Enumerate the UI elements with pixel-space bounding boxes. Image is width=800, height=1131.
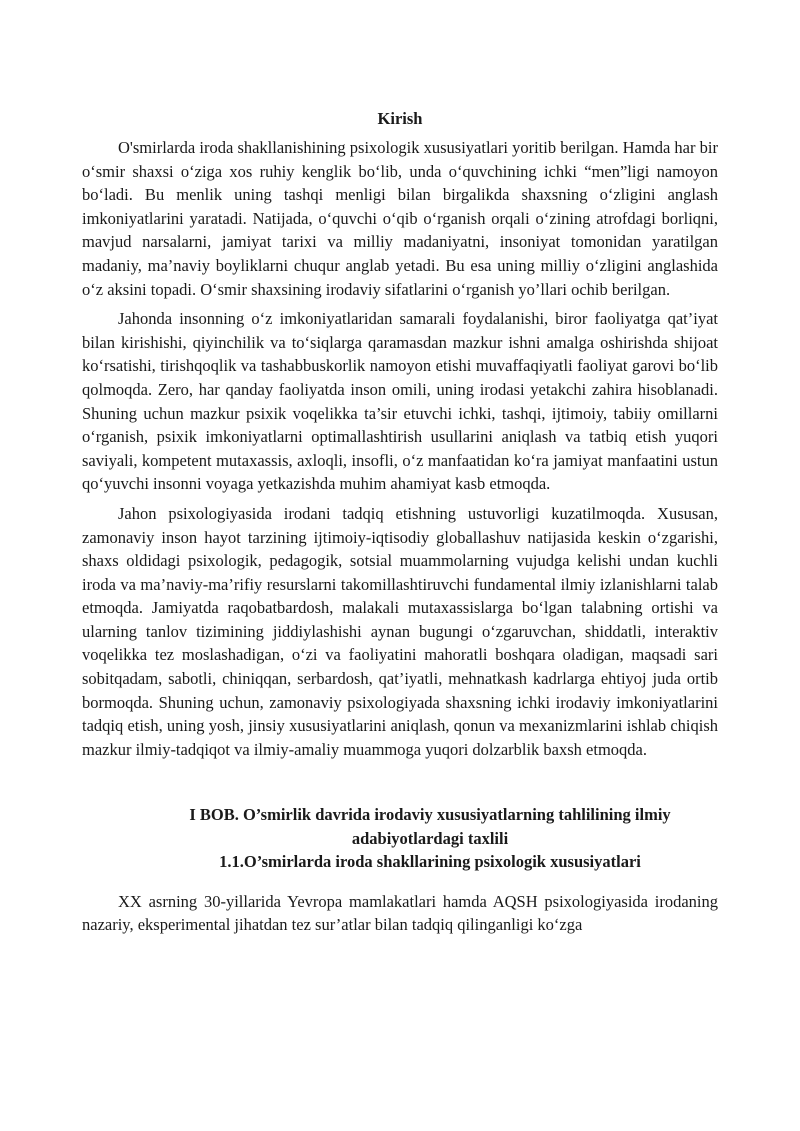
chapter-title-line-1: I BOB. O’smirlik davrida irodaviy xususiyatlarning tahlilining ilmiy — [189, 805, 671, 825]
document-page — [82, 108, 718, 937]
chapter-heading — [82, 803, 718, 850]
chapter-paragraph-1: XX asrning 30-yillarida Yevropa mamlakatlari hamda AQSH psixologiyasida irodaning nazariy, eksperimental jihatdan tez sur’atlar bilan tadqiq qilinganligi ko‘zga — [82, 891, 718, 935]
intro-paragraph-1: O'smirlarda iroda shakllanishining psixologik xususiyatlari yoritib berilgan. Hamda har bir o‘smir shaxsi o‘ziga xos ruhiy kenglik bo‘lib, unda o‘quvchining ichki “men”ligi namoyon bo‘ladi. Bu menlik uning tashqi menligi bilan birgalikda shaxsning o‘zligini anglash imkoniyatlarini yaratadi. Natijada, o‘quvchi o‘qib o‘rganish orqali o‘zining atrofdagi borliqni, mavjud narsalarni, jamiyat tarixi va milliy madaniyatni, insoniyat tomonidan yaratilgan madaniy, ma’naviy boyliklarni chuqur anglab yetadi. Bu esa uning milliy o‘zligini anglashida o‘z aksini topadi. O‘smir shaxsining irodaviy sifatlarini o‘rganish yo’llari ochib berilgan. — [82, 138, 718, 299]
chapter-title-line-2: adabiyotlardagi taxlili — [351, 828, 509, 848]
intro-paragraph-3: Jahon psixologiyasida irodani tadqiq etishning ustuvorligi kuzatilmoqda. Xususan, zamonaviy inson hayot tarzining ijtimoiy-iqtisodiy globallashuv natijasida keskin o‘zgarishi, shaxs oldidagi psixologik, pedagogik, sotsial muammolarning vujudga kelishi undan kuchli iroda va ma’naviy-ma’rifiy resurslarni takomillashtiruvchi fundamental ilmiy izlanishlarni talab etmoqda. Jamiyatda raqobatbardosh, malakali mutaxassislarga bo‘lgan talabning ortishi va ularning tanlov tizimining jiddiylashishi aynan bugungi o‘zgaruvchan, shiddatli, interaktiv voqelikka tez moslashadigan, o‘zi va faoliyatini mahoratli boshqara oladigan, maqsadi sari sobitqadam, sabotli, chiniqqan, serbardosh, qat’iyatli, mehnatkash kadrlarga ehtiyoj juda ortib bormoqda. Shuning uchun, zamonaviy psixologiyada shaxsning ichki irodaviy imkoniyatlarini tadqiq etish, uning yosh, jinsiy xususiyatlarini aniqlash, qonun va mexanizmlarini ishlab chiqish mazkur ilmiy-tadqiqot va ilmiy-amaliy muammoga yuqori dolzarblik baxsh etmoqda. — [82, 503, 718, 759]
intro-paragraph-2: Jahonda insonning o‘z imkoniyatlaridan samarali foydalanishi, biror faoliyatga qat’iyat bilan kirishishi, qiyinchilik va to‘siqlarga qaramasdan mazkur ishni amalga oshirishda shijoat ko‘rsatishi, tirishqoqlik va tashabbuskorlik namoyon etishi muvaffaqiyatli faoliyat garovi bo‘lib qolmoqda. Zero, har qanday faoliyatda inson omili, uning irodasi yetakchi zahira hisoblanadi. Shuning uchun mazkur psixik voqelikka ta’sir etuvchi ichki, tashqi, ijtimoiy, tabiiy omillarni o‘rganish, psixik imkoniyatlarni optimallashtirish usullarini aniqlash va tatbiq etish yuqori saviyali, kompetent mutaxassis, axloqli, insofli, o‘z manfaatidan ko‘ra jamiyat manfaatini ustun qo‘yuvchi insonni voyaga yetkazishda muhim ahamiyat kasb etmoqda. — [82, 309, 718, 494]
intro-title: Kirish — [377, 109, 423, 128]
section-title: 1.1.O’smirlarda iroda shakllarining psixologik xususiyatlari — [219, 852, 641, 872]
